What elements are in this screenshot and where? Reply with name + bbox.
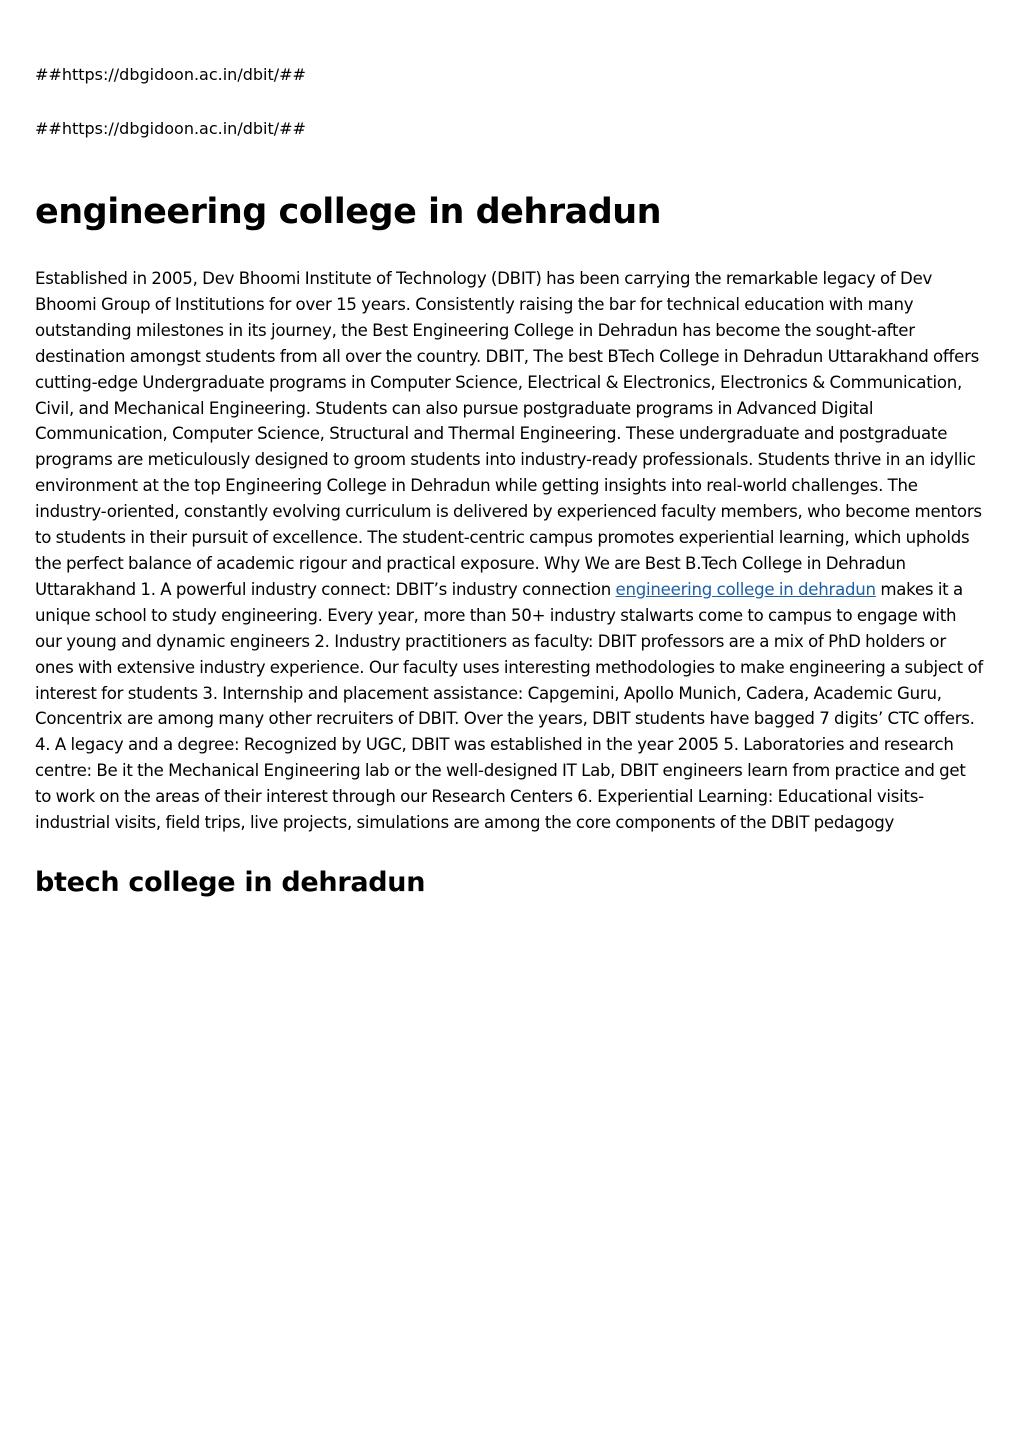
page-title: engineering college in dehradun [35,192,662,232]
article-body [35,266,986,836]
article-body-part-2: makes it a unique school to study engineering. Every year, more than 50+ industry stalwarts come to campus to engage with our young and dynamic engineers 2. Industry practitioners as faculty: DBIT professors are a mix of PhD holders or ones with extensive industry experience. Our faculty uses interesting methodologies to make engineering a subject of interest for students 3. Internship and placement assistance: Capgemini, Apollo Munich, Cadera, Academic Guru, Concentrix are among many other recruiters of DBIT. Over the years, DBIT students have bagged 7 digits’ CTC offers. 4. A legacy and a degree: Recognized by UGC, DBIT was established in the year 2005 5. Laboratories and research centre: Be it the Mechanical Engineering lab or the well-designed IT Lab, DBIT engineers learn from practice and get to work on the areas of their interest through our Research Centers 6. Experiential Learning: Educational visits- industrial visits, field trips, live projects, simulations are among the core components of the DBIT pedagogy [35,579,983,833]
engineering-college-link[interactable]: engineering college in dehradun [615,579,876,599]
url-line-2: ##https://dbgidoon.ac.in/dbit/## [35,119,306,138]
url-line-1: ##https://dbgidoon.ac.in/dbit/## [35,65,306,84]
section-subheading: btech college in dehradun [35,866,426,898]
article-body-part-1: Established in 2005, Dev Bhoomi Institute of Technology (DBIT) has been carrying the remarkable legacy of Dev Bhoomi Group of Institutions for over 15 years. Consistently raising the bar for technical education with many outstanding milestones in its journey, the Best Engineering College in Dehradun has become the sought-after destination amongst students from all over the country. DBIT, The best BTech College in Dehradun Uttarakhand offers cutting-edge Undergraduate programs in Computer Science, Electrical & Electronics, Electronics & Communication, Civil, and Mechanical Engineering. Students can also pursue postgraduate programs in Advanced Digital Communication, Computer Science, Structural and Thermal Engineering. These undergraduate and postgraduate programs are meticulously designed to groom students into industry-ready professionals. Students thrive in an idyllic environment at the top Engineering College in Dehradun while getting insights into real-world challenges. The industry-oriented, constantly evolving curriculum is delivered by experienced faculty members, who become mentors to students in their pursuit of excellence. The student-centric campus promotes experiential learning, which upholds the perfect balance of academic rigour and practical exposure. Why We are Best B.Tech College in Dehradun Uttarakhand 1. A powerful industry connect: DBIT’s industry connection [35,269,982,599]
